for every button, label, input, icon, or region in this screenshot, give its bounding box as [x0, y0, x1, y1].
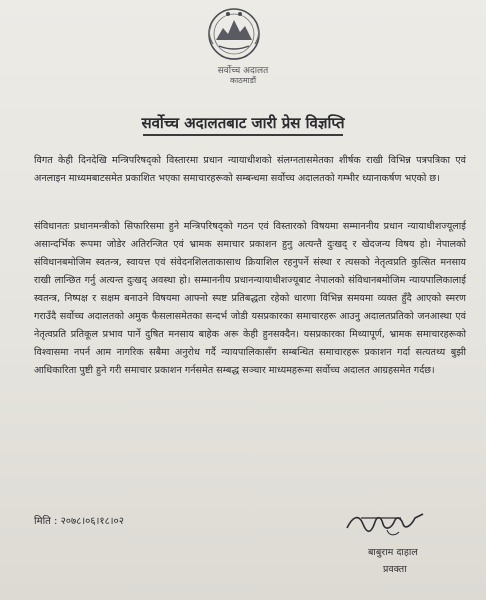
release-date: मिति : २०७८।०६।१८।०२: [34, 516, 124, 527]
signatory-name: बाबुराम दाहाल: [368, 547, 418, 558]
title-underline: [143, 134, 343, 136]
paragraph-2: संविधानतः प्रधानमन्त्रीको सिफारिसमा हुने मन्त्रिपरिषद्को गठन एवं विस्तारको विषयमा सम्माननीय प्रधान न्यायाधीशज्यूलाई असान्दर्भिक रूपमा जोडेर अतिरन्जित एवं भ्रामक समाचार प्रकाशन हुनु अत्यन्तै दुःखद् र खेदजन्य विषय हो। नेपालको संविधानबमोजिम स्वतन्त्र, स्वायत्त एवं संवेदनशिलताकासाथ क्रियाशिल रहनुपर्ने संस्था र त्यसको नेतृत्वप्रति कुत्सित मनसाय राखी लान्छित गर्नु अत्यन्त दुःखद् अवस्था हो। सम्माननीय प्रधानन्यायाधीशज्यूबाट नेपालको संविधानबमोजिम न्यायपालिकालाई स्वतन्त्र, निष्पक्ष र सक्षम बनाउने विषयमा आफ्नो स्पष्ट प्रतिबद्धता रहेको धारणा विभिन्न समयमा व्यक्त हुँदै आएको स्मरण गराउँदै सर्वोच्च अदालतको अमुक फैसलासमेतका सन्दर्भ जोडी यसप्रकारका समाचारहरू आउनु अदालतप्रतिको जनआस्था एवं नेतृत्वप्रति प्रतिकूल प्रभाव पार्ने दुषित मनसाय बाहेक अरू केही हुनसक्दैन। यसप्रकारका मिथ्यापूर्ण, भ्रामक समाचारहरूको विश्वासमा नपर्न आम नागरिक सबैमा अनुरोध गर्दै न्यायपालिकासँग सम्बन्धित समाचारहरू प्रकाशन गर्दा सत्यतथ्य बुझी आधिकारिता पुष्टी हुने गरी समाचार प्रकाशन गर्नसमेत सम्बद्ध सञ्चार माध्यमहरूमा सर्वोच्च अदालत आग्रहसमेत गर्दछ।: [34, 221, 466, 376]
signatory-role: प्रवक्ता: [383, 564, 407, 575]
paragraph-1: विगत केही दिनदेखि मन्त्रिपरिषद्को विस्तारमा प्रधान न्यायाधीशको संलग्नतासमेतका शीर्षक राखी विभिन्न पत्रपत्रिका एवं अनलाइन माध्यमबाटसमेत प्रकाशित भएका समाचारहरूको सम्बन्धमा सर्वोच्च अदालतको गम्भीर ध्यानाकर्षण भएको छ।: [34, 155, 466, 184]
court-city: काठमाडौं: [229, 76, 257, 85]
court-name: सर्वोच्च अदालत: [217, 66, 269, 76]
press-release-title: सर्वोच्च अदालतबाट जारी प्रेस विज्ञप्ति: [141, 114, 345, 132]
nepal-emblem-icon: [201, 4, 267, 64]
signature-icon: [343, 508, 429, 540]
